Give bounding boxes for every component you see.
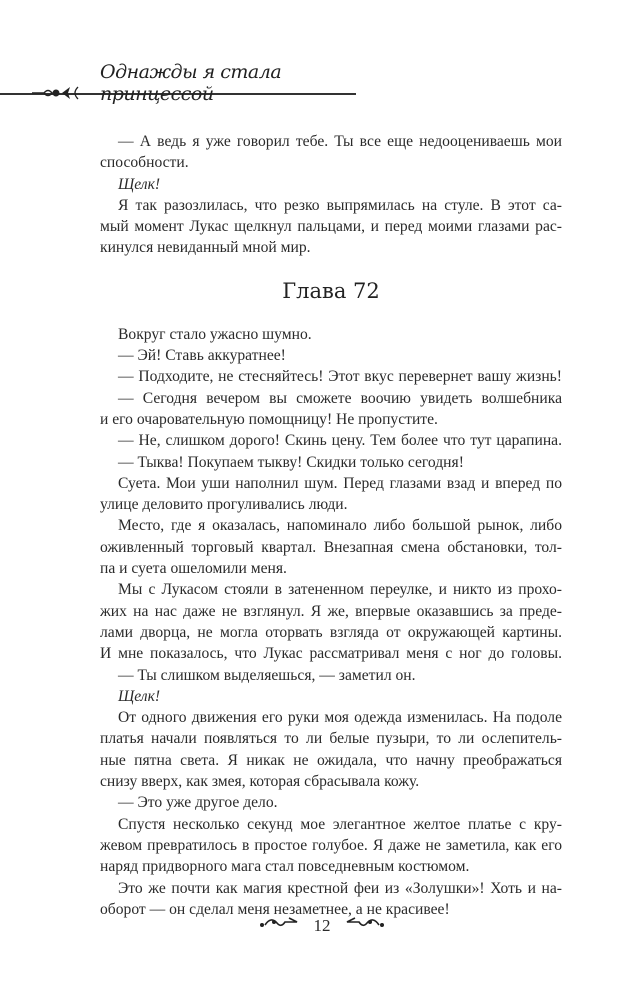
chapter-title: Глава 72 [282, 278, 380, 303]
page-body [100, 131, 562, 920]
text-line: мый момент Лукас щелкнул пальцами, и перед моими глазами рас- [100, 218, 562, 236]
text-line: ные пятна света. Я никак не ожидала, что начну преображаться [100, 751, 562, 769]
text-line: Спустя несколько секунд мое элегантное желтое платье с кру- [118, 815, 562, 833]
text-line: — Не, слишком дорого! Скинь цену. Тем более что тут царапина. [118, 432, 562, 450]
text-line: — А ведь я уже говорил тебе. Ты все еще недооцениваешь мои [118, 133, 562, 150]
text-line: кинулся невиданный мной мир. [100, 239, 311, 257]
running-title: Однажды я стала принцессой [100, 61, 282, 105]
page-footer [0, 914, 644, 936]
text-line: снизу вверх, как змея, которая сбрасывала кожу. [100, 773, 420, 791]
text-line: — Подходите, не стесняйтесь! Этот вкус перевернет вашу жизнь! [118, 368, 562, 386]
text-line: Щелк! [118, 687, 161, 705]
page-number: 12 [313, 916, 331, 936]
text-line: — Это уже другое дело. [118, 794, 278, 812]
text-before-chapter [100, 131, 562, 259]
text-line: Я так разозлилась, что резко выпрямилась на стуле. В этот са- [118, 196, 562, 214]
text-line: оборот — он сделал меня незаметнее, а не красивее! [100, 900, 450, 918]
text-line: па и суета ошеломили меня. [100, 560, 287, 578]
text-line: платья начали появляться то ли белые пузыри, то ли ослепитель- [100, 730, 562, 748]
text-line: наряд придворного мага стал повседневным костюмом. [100, 858, 470, 876]
running-header [0, 55, 370, 105]
flourish-ornament-icon [30, 83, 88, 103]
text-line: Суета. Мои уши наполнил шум. Перед глазами взад и вперед по [118, 474, 562, 492]
footer-ornament-left-icon [259, 914, 299, 930]
text-line: — Тыква! Покупаем тыкву! Скидки только сегодня! [118, 453, 464, 471]
text-line: жих на нас даже не взглянул. Я же, впервые оказавшись за преде- [100, 602, 562, 620]
text-line: улице деловито прогуливались люди. [100, 496, 348, 514]
text-line: Мы с Лукасом стояли в затененном переулке, и никто из прохо- [118, 581, 562, 599]
text-line: — Ты слишком выделяешься, — заметил он. [118, 666, 416, 684]
text-line: лами дворца, не могла оторвать взгляда от окружающей картины. [100, 623, 562, 641]
text-line: Щелк! [118, 175, 161, 193]
text-line: И мне показалось, что Лукас рассматривал меня с ног до головы. [100, 645, 562, 663]
text-line: жевом превратилось в простое голубое. Я даже не заметила, как его [100, 836, 562, 854]
text-line: Вокруг стало ужасно шумно. [118, 325, 312, 343]
footer-ornament-right-icon [345, 914, 385, 930]
text-line: способности. [100, 154, 189, 172]
text-line: и его очаровательную помощницу! Не пропустите. [100, 410, 438, 428]
text-line: От одного движения его руки моя одежда изменилась. На подоле [118, 709, 562, 727]
text-line: — Сегодня вечером вы сможете воочию увидеть волшебника [118, 389, 562, 407]
text-line: — Эй! Ставь аккуратнее! [118, 347, 286, 365]
text-line: Это же почти как магия крестной феи из «Золушки»! Хоть и на- [118, 879, 562, 897]
text-line: Место, где я оказалась, напоминало либо большой рынок, либо [118, 517, 562, 535]
chapter-text [100, 324, 562, 920]
text-line: оживленный торговый квартал. Внезапная смена обстановки, тол- [100, 538, 562, 556]
